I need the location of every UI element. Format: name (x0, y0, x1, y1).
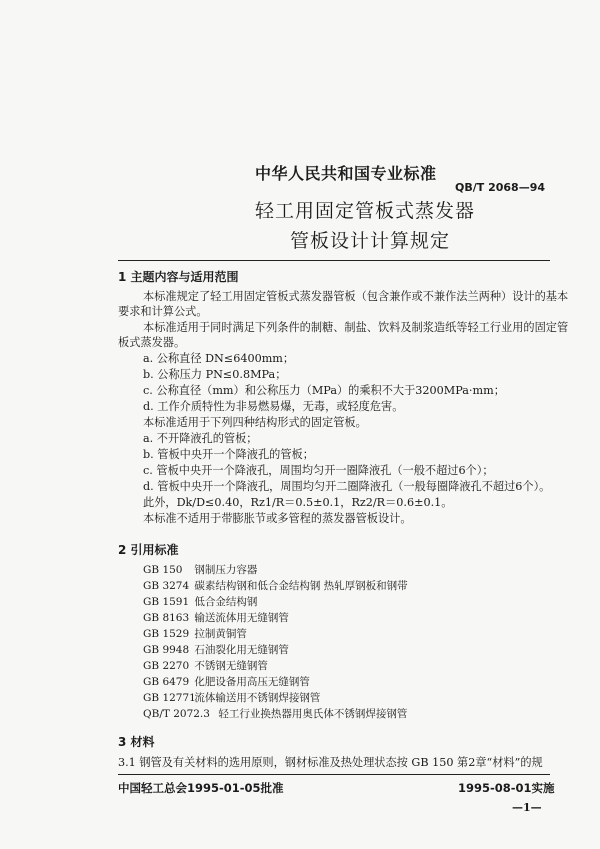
reference-item (143, 691, 320, 705)
section-1-line: 本标准规定了轻工用固定管板式蒸发器管板（包含兼作或不兼作法兰两种）设计的基本 (143, 290, 569, 303)
section-1-item: d. 管板中央开一个降液孔，周围均匀开二圈降液孔（一般每圈降液孔不超过6个）。 (143, 480, 551, 493)
reference-item (143, 707, 407, 721)
standard-org-title: 中华人民共和国专业标准 (255, 164, 437, 183)
reference-code: QB/T 2072.3 (143, 708, 210, 720)
reference-title: 输送流体用无缝钢管 (194, 612, 289, 624)
reference-code: GB 2270 (143, 660, 190, 672)
reference-title: 不锈钢无缝钢管 (194, 660, 268, 672)
standard-code: QB/T 2068—94 (455, 181, 546, 194)
approval-date: 中国轻工总会1995-01-05批准 (118, 781, 284, 795)
reference-code: GB 12771 (143, 692, 196, 704)
section-3-heading: 3 材料 (118, 735, 155, 749)
reference-item (143, 563, 257, 577)
reference-item (143, 611, 289, 625)
reference-code: GB 9948 (143, 644, 190, 656)
reference-code: GB 1529 (143, 628, 190, 640)
reference-code: GB 6479 (143, 676, 190, 688)
section-1-item: b. 公称压力 PN≤0.8MPa； (143, 368, 287, 381)
reference-item (143, 579, 408, 593)
document-title-line2: 管板设计计算规定 (290, 230, 451, 252)
section-1-formula: 此外，Dk/D≤0.40，Rz1/R＝0.5±0.1，Rz2/R＝0.6±0.1。 (143, 496, 453, 509)
section-1-item: c. 公称直径（mm）和公称压力（MPa）的乘积不大于3200MPa·mm； (143, 384, 505, 397)
reference-title: 轻工行业换热器用奥氏体不锈钢焊接钢管 (218, 708, 408, 720)
section-1-line: 本标准适用于下列四种结构形式的固定管板。 (143, 416, 367, 429)
document-title-line1: 轻工用固定管板式蒸发器 (255, 200, 476, 222)
section-3-line: 3.1 钢管及有关材料的选用原则，钢材标准及热处理状态按 GB 150 第2章“材料”的规 (118, 756, 543, 769)
reference-item (143, 643, 289, 657)
reference-title: 钢制压力容器 (194, 564, 258, 576)
section-1-line: 本标准不适用于带膨胀节或多管程的蒸发器管板设计。 (143, 512, 412, 525)
reference-item (143, 627, 247, 641)
section-1-line: 板式蒸发器。 (118, 336, 186, 349)
reference-code: GB 150 (143, 564, 183, 576)
reference-code: GB 1591 (143, 596, 190, 608)
reference-title: 低合金结构钢 (194, 596, 258, 608)
reference-code: GB 3274 (143, 580, 190, 592)
header-divider (118, 260, 550, 261)
reference-title: 碳素结构钢和低合金结构钢 热轧厚钢板和钢带 (194, 580, 408, 592)
reference-title: 流体输送用不锈钢焊接钢管 (194, 692, 321, 704)
reference-code: GB 8163 (143, 612, 190, 624)
reference-title: 拉制黄铜管 (194, 628, 247, 640)
section-1-item: a. 不开降液孔的管板； (143, 432, 258, 445)
footer-divider (118, 774, 550, 775)
section-1-heading: 1 主题内容与适用范围 (118, 270, 239, 284)
section-1-item: d. 工作介质特性为非易燃易爆，无毒，或轻度危害。 (143, 400, 404, 413)
section-1-line: 要求和计算公式。 (118, 305, 208, 318)
section-1-item: c. 管板中央开一个降液孔，周围均匀开一圈降液孔（一般不超过6个）； (143, 464, 494, 477)
reference-item (143, 595, 257, 609)
reference-item (143, 659, 268, 673)
section-1-item: a. 公称直径 DN≤6400mm； (143, 352, 295, 365)
reference-title: 石油裂化用无缝钢管 (194, 644, 289, 656)
reference-item (143, 675, 310, 689)
reference-title: 化肥设备用高压无缝钢管 (194, 676, 310, 688)
section-1-line: 本标准适用于同时满足下列条件的制糖、制盐、饮料及制浆造纸等轻工行业用的固定管 (143, 321, 569, 334)
effective-date: 1995-08-01实施 (458, 781, 555, 795)
section-1-item: b. 管板中央开一个降液孔的管板； (143, 448, 314, 461)
page-number: —1— (512, 801, 542, 814)
section-2-heading: 2 引用标准 (118, 543, 179, 557)
